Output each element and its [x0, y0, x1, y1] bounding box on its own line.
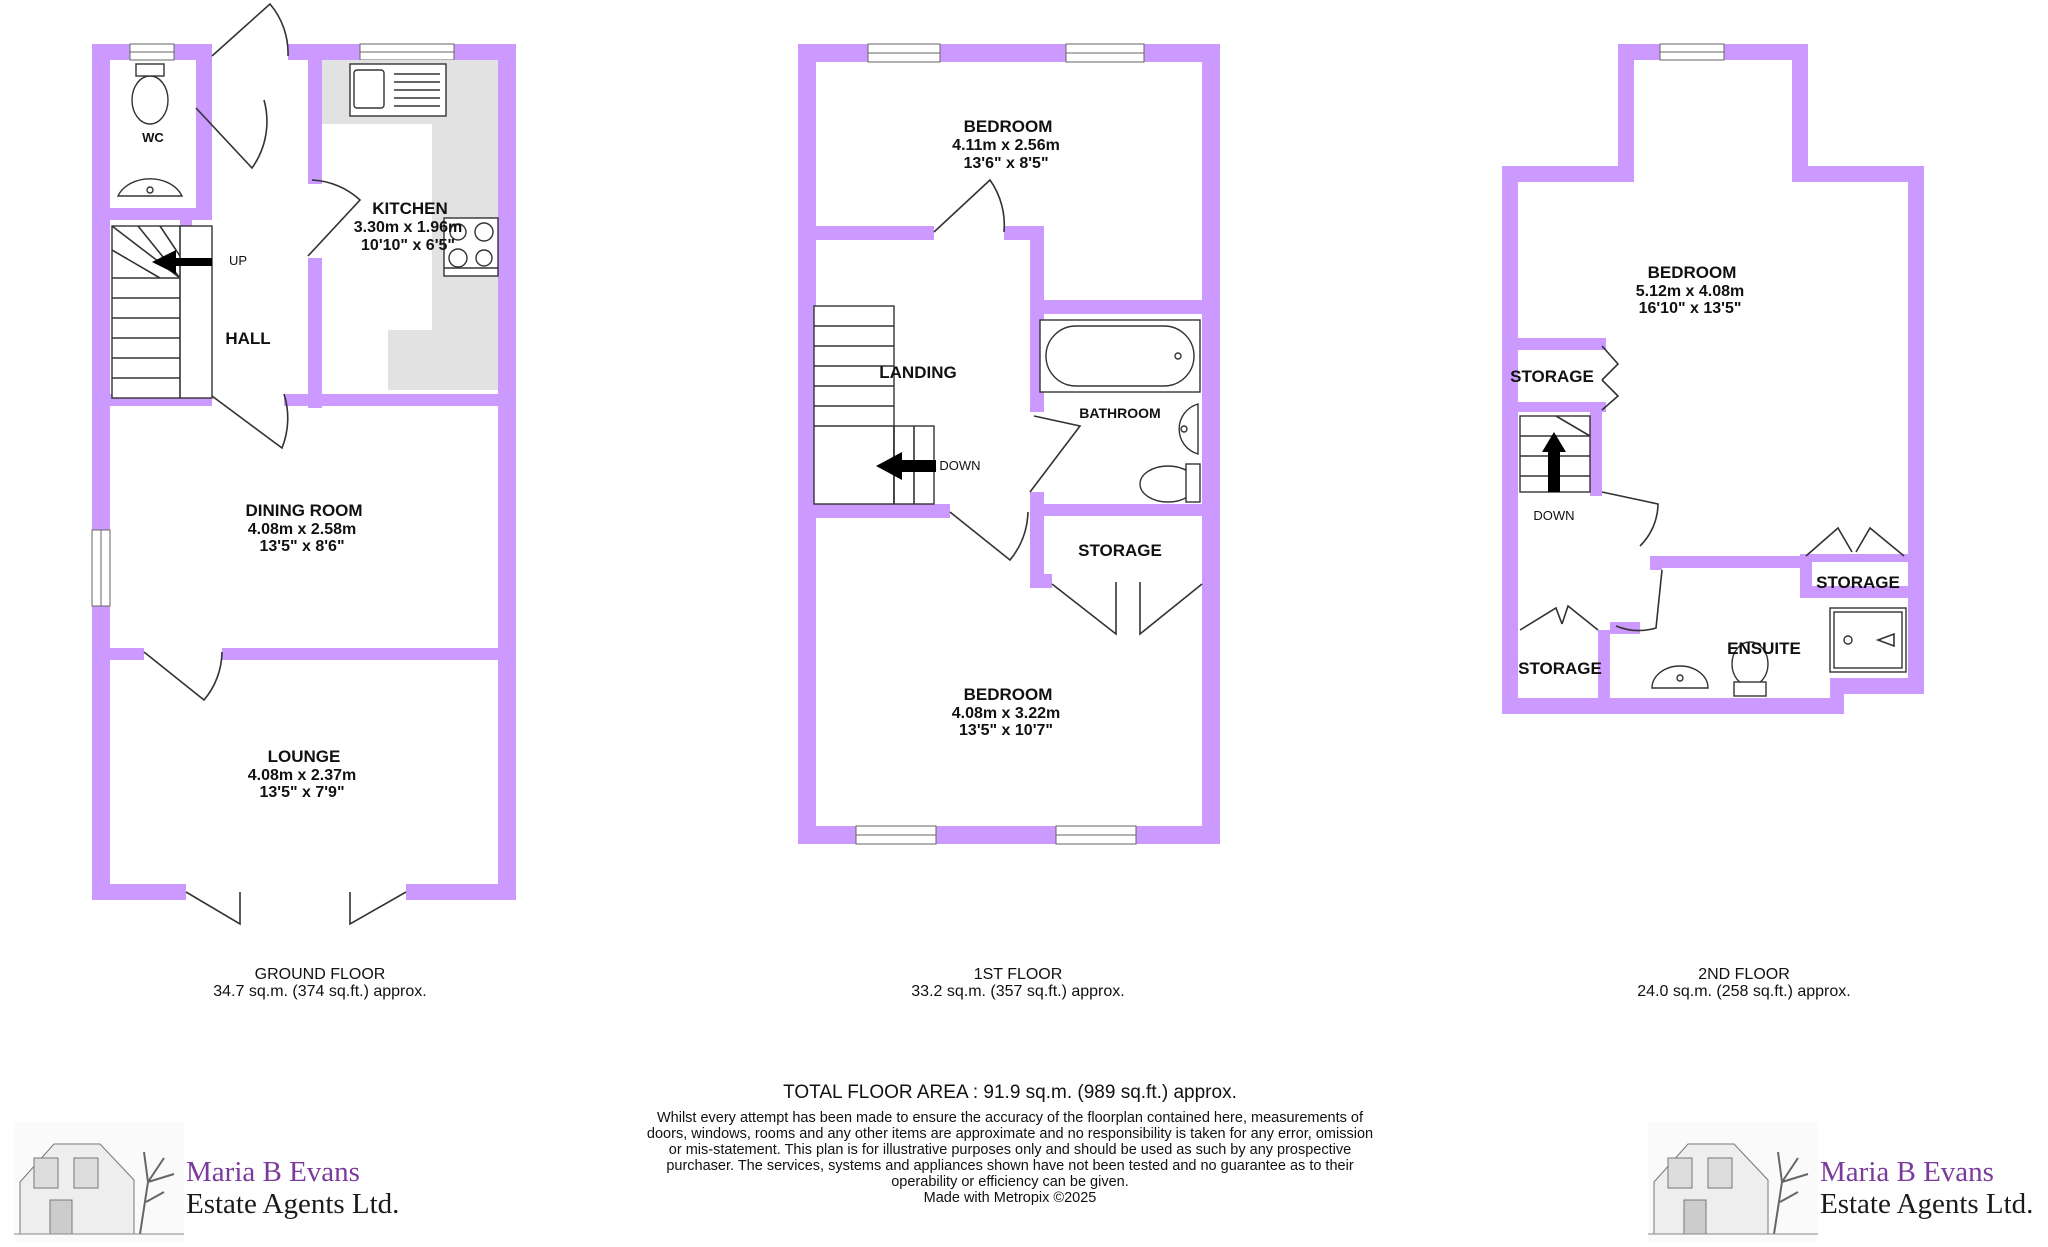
- ground-floor-plan: [92, 4, 516, 924]
- bedroom1-label: BEDROOM: [963, 117, 1053, 136]
- storage1-label: STORAGE: [1078, 541, 1162, 560]
- bedroom2-metric: 4.08m x 3.22m: [951, 705, 1061, 722]
- ground-floor-name: GROUND FLOOR: [254, 966, 386, 983]
- landing-label: LANDING: [879, 363, 957, 382]
- second-floor-plan: [1502, 44, 1924, 714]
- storage4-label: STORAGE: [1518, 659, 1602, 678]
- kitchen-label: KITCHEN: [372, 199, 448, 218]
- bathroom-label: BATHROOM: [1079, 405, 1161, 421]
- kitchen-metric: 3.30m x 1.96m: [353, 219, 463, 236]
- brand-name-left: Maria B Evans: [186, 1156, 360, 1188]
- second-floor-caption: [1594, 966, 1894, 1000]
- stairs-down-label: DOWN: [939, 458, 981, 473]
- disclaimer: [640, 1110, 1380, 1206]
- storage3-label: STORAGE: [1816, 573, 1900, 592]
- lounge-metric: 4.08m x 2.37m: [247, 767, 357, 784]
- second-floor-name: 2ND FLOOR: [1698, 966, 1790, 983]
- total-floor-area: TOTAL FLOOR AREA : 91.9 sq.m. (989 sq.ft.) approx.: [783, 1082, 1237, 1103]
- first-floor-caption: [868, 966, 1168, 1000]
- brand-logo-left: [14, 1122, 414, 1242]
- dining-metric: 4.08m x 2.58m: [247, 521, 357, 538]
- stairs-down-label-2: DOWN: [1533, 508, 1575, 523]
- bedroom1-imperial: 13'6" x 8'5": [963, 155, 1049, 172]
- ground-floor-area: 34.7 sq.m. (374 sq.ft.) approx.: [213, 983, 427, 1000]
- brand-subtitle-right: Estate Agents Ltd.: [1820, 1188, 2034, 1220]
- dining-imperial: 13'5" x 8'6": [259, 538, 345, 555]
- bedroom2-imperial: 13'5" x 10'7": [959, 722, 1053, 739]
- first-floor-area: 33.2 sq.m. (357 sq.ft.) approx.: [911, 983, 1125, 1000]
- bedroom1-metric: 4.11m x 2.56m: [952, 137, 1060, 154]
- bedroom3-label: BEDROOM: [1647, 263, 1737, 282]
- hall-label: HALL: [225, 329, 271, 348]
- house-sketch-icon-right: [1648, 1122, 1818, 1242]
- first-floor-plan: [798, 44, 1220, 844]
- made-with: Made with Metropix ©2025: [923, 1190, 1097, 1206]
- bedroom2-label: BEDROOM: [963, 685, 1053, 704]
- lounge-label: LOUNGE: [267, 747, 341, 766]
- second-floor-area: 24.0 sq.m. (258 sq.ft.) approx.: [1637, 983, 1851, 1000]
- wc-label: WC: [142, 130, 164, 145]
- brand-logo-right: [1648, 1122, 2048, 1242]
- bedroom3-imperial: 16'10" x 13'5": [1638, 300, 1742, 317]
- dining-label: DINING ROOM: [245, 501, 363, 520]
- first-floor-name: 1ST FLOOR: [973, 966, 1063, 983]
- house-sketch-icon: [14, 1122, 184, 1242]
- disclaimer-text: Whilst every attempt has been made to ensure the accuracy of the floorplan contained here, measurements of doors, windows, rooms and any other items are approximate and no responsibility is taken for any error, omission or mis-statement. This plan is for illustrative purposes only and should be used as such by any prospective purchaser. The services, systems and appliances shown have not been tested and no guarantee as to their operability or efficiency can be given.: [646, 1110, 1374, 1190]
- bedroom3-metric: 5.12m x 4.08m: [1635, 283, 1745, 300]
- brand-subtitle-left: Estate Agents Ltd.: [186, 1188, 400, 1220]
- ground-floor-caption: [170, 966, 470, 1000]
- brand-name-right: Maria B Evans: [1820, 1156, 1994, 1188]
- storage2-label: STORAGE: [1510, 367, 1594, 386]
- kitchen-imperial: 10'10" x 6'5": [361, 237, 455, 254]
- ensuite-label: ENSUITE: [1727, 639, 1801, 658]
- lounge-imperial: 13'5" x 7'9": [259, 784, 345, 801]
- stairs-up-label: UP: [228, 253, 248, 268]
